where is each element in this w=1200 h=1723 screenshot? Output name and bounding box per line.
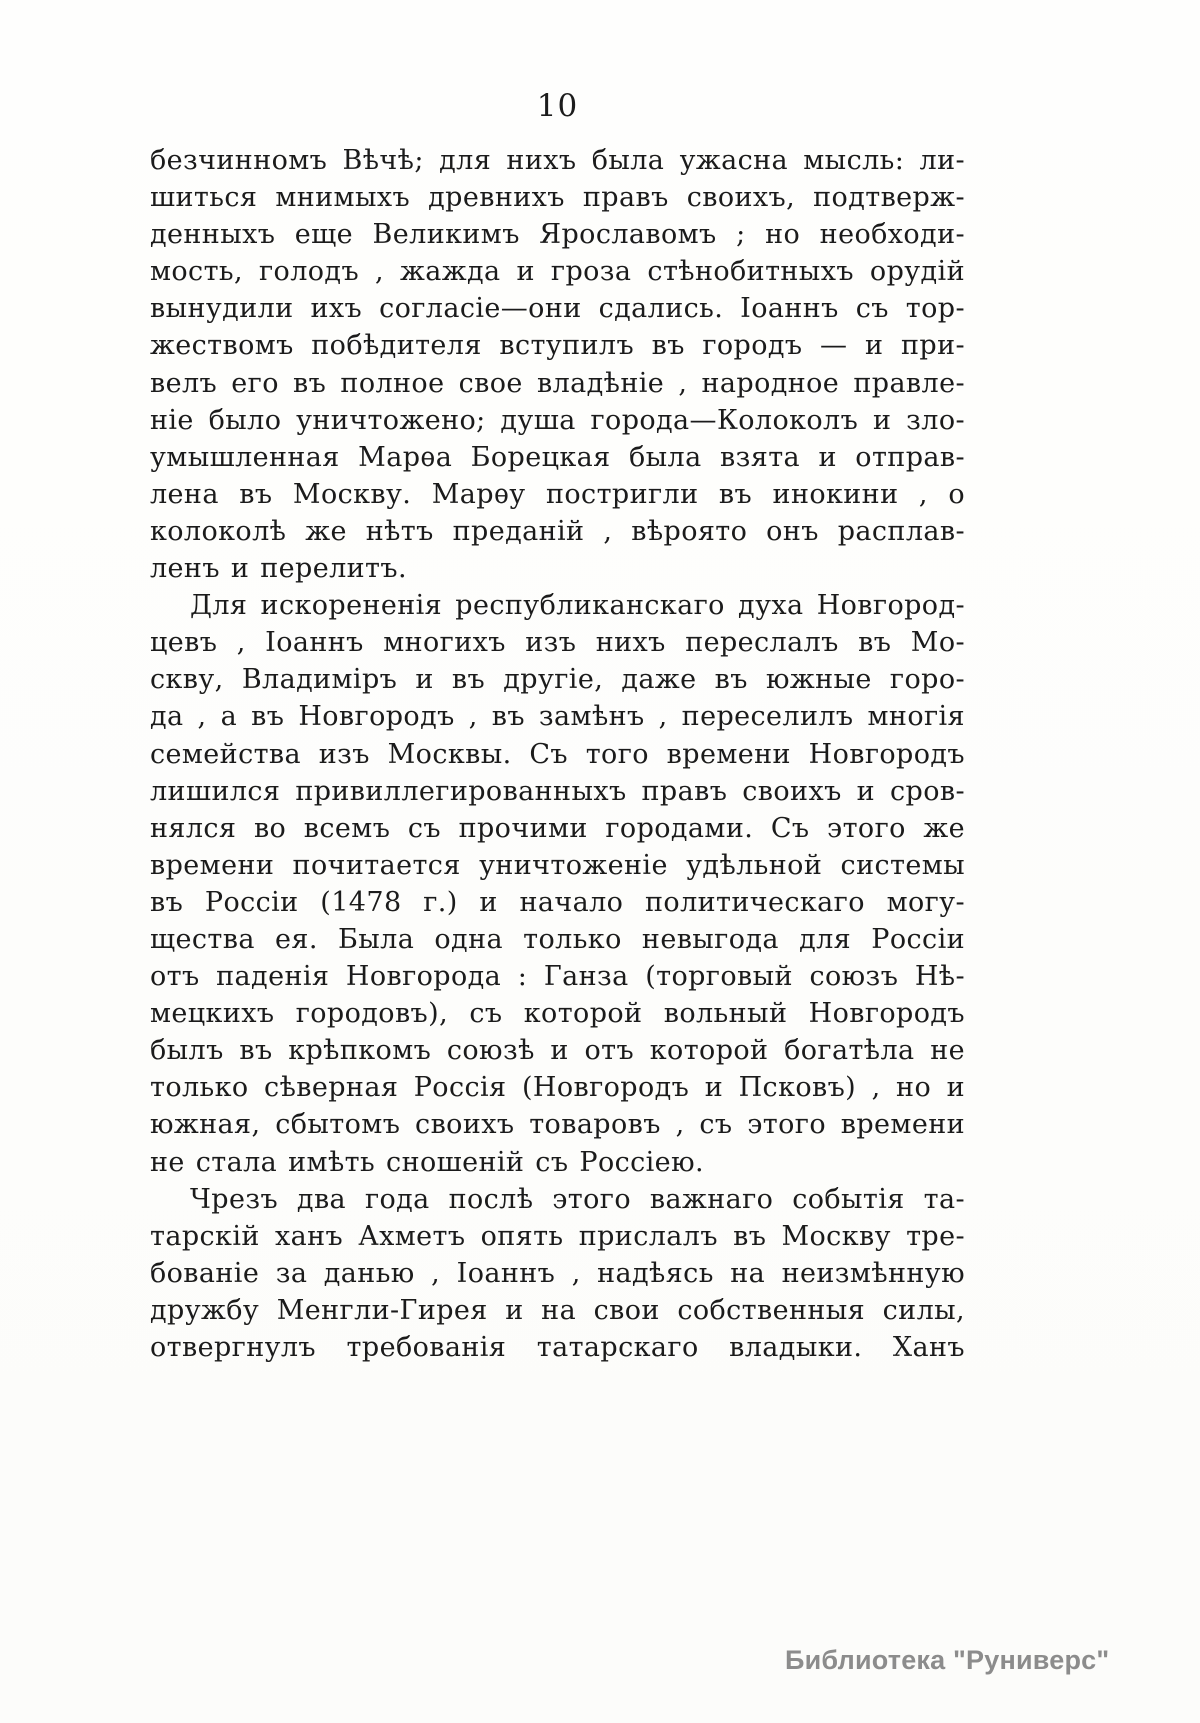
text-line: цевъ , Іоаннъ многихъ изъ нихъ переслалъ въ Мо- — [150, 627, 965, 659]
text-line: денныхъ еще Великимъ Ярославомъ ; но необходи- — [150, 219, 965, 251]
text-line: скву, Владиміръ и въ другіе, даже въ южные горо- — [150, 664, 965, 696]
text-lines — [150, 142, 965, 1366]
text-line: безчинномъ Вѣчѣ; для нихъ была ужасна мысль: ли- — [150, 145, 965, 176]
text-line: мецкихъ городовъ), съ которой вольный Новгородъ — [150, 998, 965, 1030]
text-line: бованіе за данью , Іоаннъ , надѣясь на неизмѣнную — [150, 1257, 965, 1289]
text-line: въ Россіи (1478 г.) и начало политическаго могу- — [150, 886, 965, 918]
text-line: велъ его въ полное свое владѣніе , народное правле- — [150, 367, 965, 399]
text-line: ленъ и перелитъ. — [150, 553, 407, 585]
text-line: Для искорененія республиканскаго духа Новгород- — [190, 590, 965, 622]
text-line: щества ея. Была одна только невыгода для Россіи — [150, 923, 965, 955]
text-line: шиться мнимыхъ древнихъ правъ своихъ, подтверж- — [150, 182, 965, 214]
text-line: не стала имѣть сношеній съ Россіею. — [150, 1146, 704, 1178]
text-line: отвергнулъ требованія татарскаго владыки. Ханъ — [150, 1332, 965, 1363]
text-line: лишился привиллегированныхъ правъ своихъ и сров- — [150, 775, 965, 807]
text-line: семейства изъ Москвы. Съ того времени Новгородъ — [150, 738, 965, 770]
text-line: времени почитается уничтоженіе удѣльной системы — [150, 849, 965, 881]
text-line: отъ паденія Новгорода : Ганза (торговый союзъ Нѣ- — [150, 961, 965, 993]
text-line: колоколѣ же нѣтъ преданій , вѣроято онъ расплав- — [150, 515, 965, 547]
text-line: нялся во всемъ съ прочими городами. Съ этого же — [150, 812, 965, 844]
watermark: Библиотека "Руниверс" — [785, 1645, 1110, 1675]
text-line: южная, сбытомъ своихъ товаровъ , съ этого времени — [150, 1109, 965, 1141]
text-line: лена въ Москву. Марѳу постригли въ инокини , о — [150, 478, 965, 510]
text-line: только сѣверная Россія (Новгородъ и Псковъ) , но и — [150, 1072, 965, 1104]
text-line: дружбу Менгли-Гирея и на свои собственныя силы, — [150, 1294, 965, 1326]
text-line: былъ въ крѣпкомъ союзѣ и отъ которой богатѣла не — [150, 1035, 965, 1067]
text-line: да , а въ Новгородъ , въ замѣнъ , переселилъ многія — [150, 701, 965, 733]
text-line: умышленная Марѳа Борецкая была взята и отправ- — [150, 441, 965, 473]
text-line: ніе было уничтожено; душа города—Колоколъ и зло- — [150, 404, 965, 436]
text-line: мость, голодъ , жажда и гроза стѣнобитныхъ орудій — [150, 256, 965, 288]
text-line: вынудили ихъ согласіе—они сдались. Іоаннъ съ тор- — [150, 293, 965, 325]
page-number: 10 — [536, 88, 579, 124]
text-line: Чрезъ два года послѣ этого важнаго событія та- — [190, 1183, 965, 1215]
text-line: жествомъ побѣдителя вступилъ въ городъ — и при- — [150, 330, 965, 362]
text-line: тарскій ханъ Ахметъ опять прислалъ въ Москву тре- — [150, 1220, 965, 1252]
